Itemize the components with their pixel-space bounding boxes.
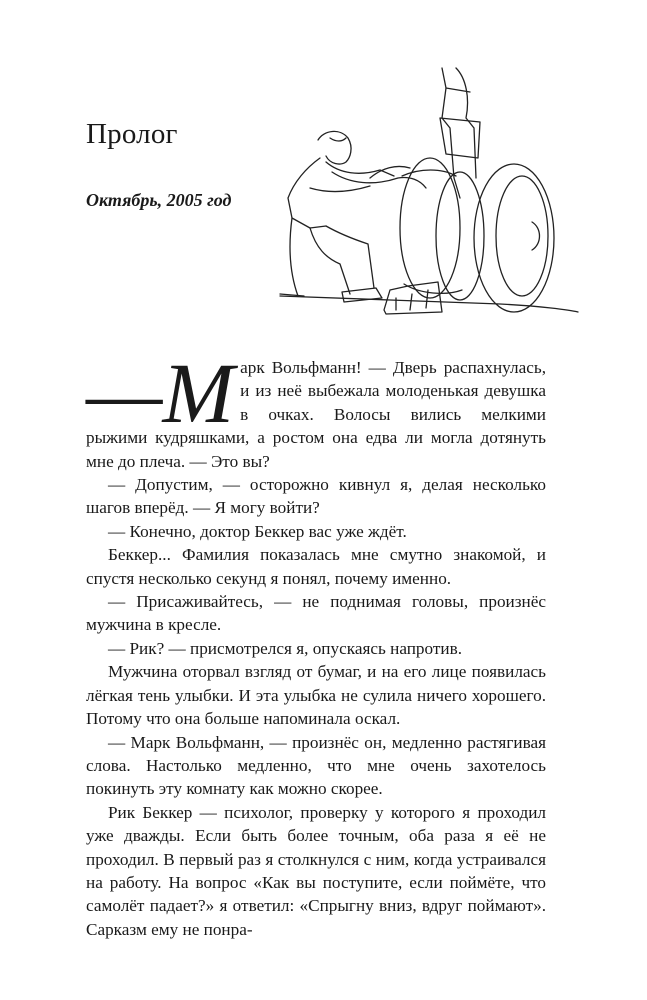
- drop-cap-dash: —: [86, 345, 163, 441]
- chapter-date: Октябрь, 2005 год: [86, 190, 232, 210]
- drop-cap: [86, 345, 235, 441]
- paragraph-1: [86, 345, 546, 473]
- paragraph-8: — Марк Вольфманн, — произнёс он, медленно растягивая слова. Настолько медленно, что мне очень захотелось покинуть эту комнату как можно скорее.: [86, 732, 546, 799]
- paragraph-text: арк Вольфманн! — Дверь распахнулась, и из неё выбежала молоденькая девушка в очках. Волосы вились мелкими рыжими кудряшками, а ростом она едва ли могла дотянуть мне до плеча. — Это вы?: [86, 358, 546, 471]
- paragraph-6: — Рик? — присмотрелся я, опускаясь напротив.: [108, 638, 462, 658]
- paragraph-7: Мужчина оторвал взгляд от бумаг, и на его лице появилась лёгкая тень улыбки. И эта улыбка не сулила ничего хорошего. Потому что она больше напоминала оскал.: [86, 662, 546, 729]
- chapter-body-text: [86, 345, 546, 941]
- paragraph-2: — Допустим, — осторожно кивнул я, делая несколько шагов вперёд. — Я могу войти?: [86, 475, 546, 518]
- paragraph-3: — Конечно, доктор Беккер вас уже ждёт.: [108, 521, 407, 541]
- line-art-mechanic-with-aircraft-wheel-icon: [270, 58, 582, 330]
- paragraph-9: Рик Беккер — психолог, проверку у которого я проходил уже дважды. Если быть более точным, оба раза я её не проходил. В первый раз я столкнулся с ним, когда устраивался на работу. На вопрос «Как вы поступите, если поймёте, что самолёт падает?» я ответил: «Спрыгну вниз, вдруг поймают». Сарказм ему не понра-: [86, 802, 546, 939]
- chapter-title: Пролог: [86, 118, 178, 150]
- paragraph-5: — Присаживайтесь, — не поднимая головы, произнёс мужчина в кресле.: [86, 592, 546, 635]
- drop-cap-letter: М: [162, 345, 235, 441]
- paragraph-4: Беккер... Фамилия показалась мне смутно знакомой, и спустя несколько секунд я понял, почему именно.: [86, 545, 546, 588]
